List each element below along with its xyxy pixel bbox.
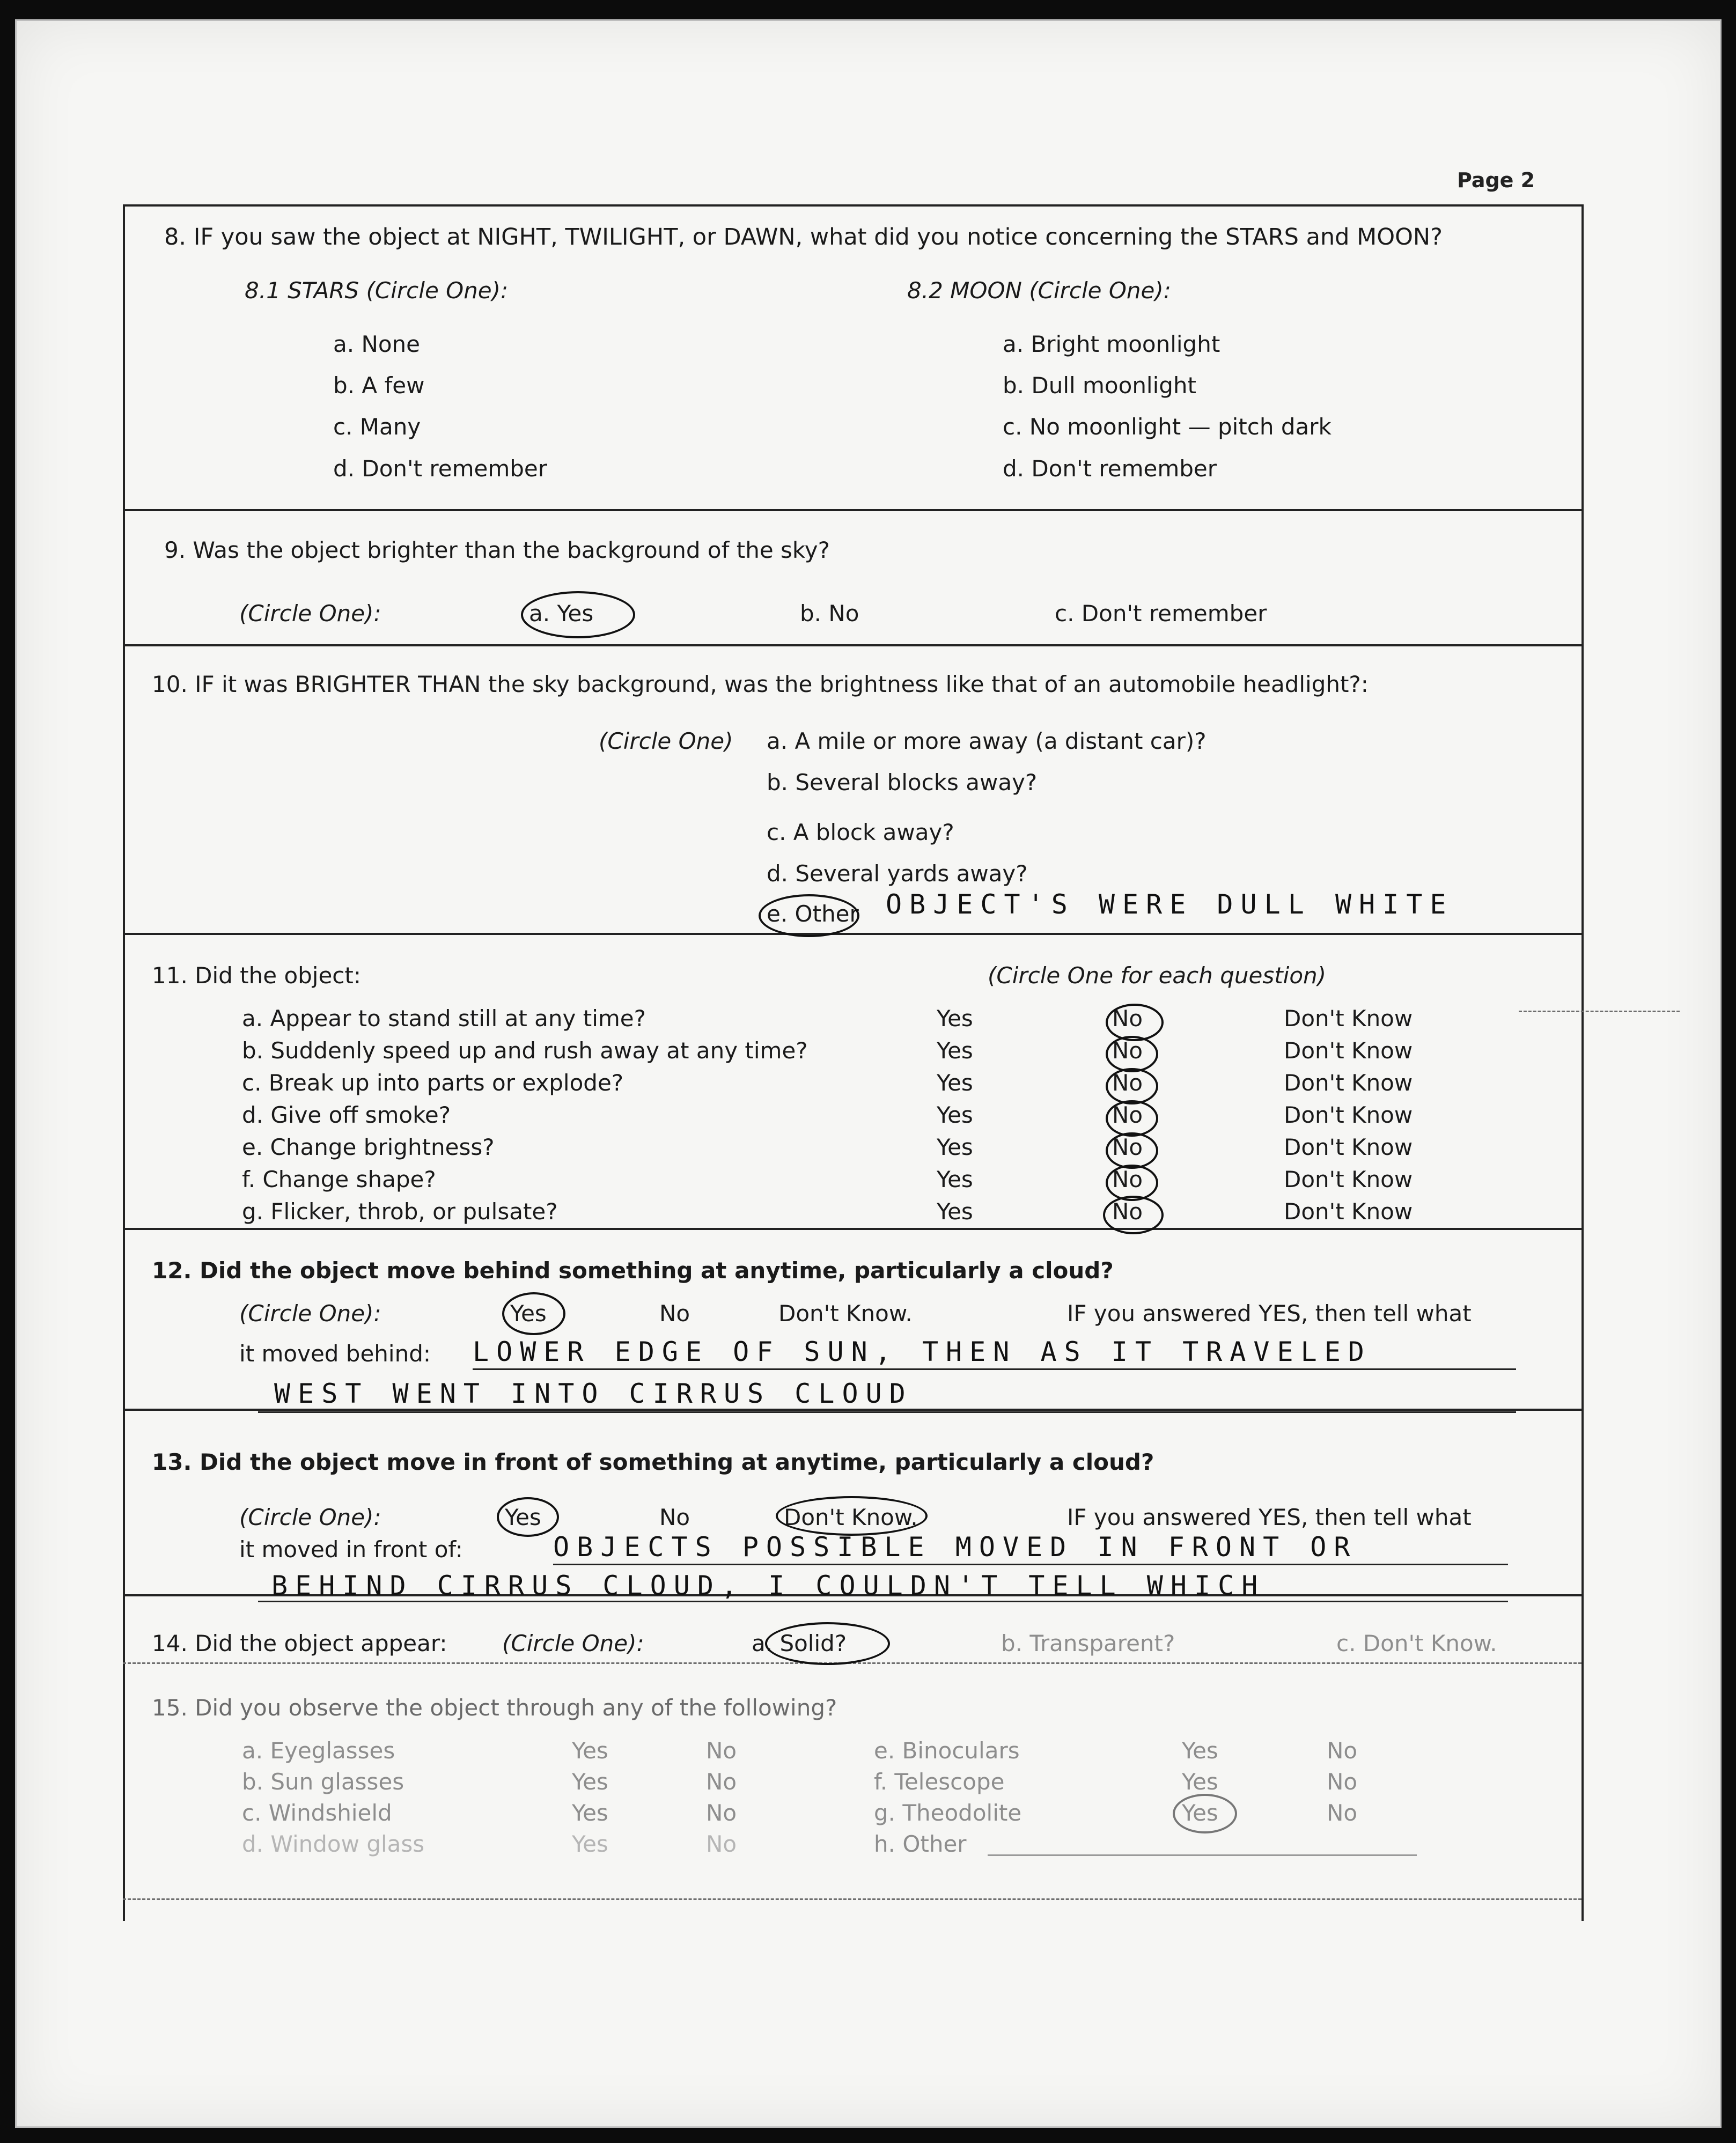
section-divider xyxy=(123,204,1581,207)
q12-answer-line1: LOWER EDGE OF SUN, THEN AS IT TRAVELED xyxy=(473,1336,1372,1367)
q11-question-b: b. Suddenly speed up and rush away at any time? xyxy=(242,1037,808,1064)
q12-option-dont-know: Don't Know. xyxy=(778,1300,913,1327)
q8-moon-option: d. Don't remember xyxy=(1003,455,1217,482)
q11-dont-know: Don't Know xyxy=(1284,1134,1413,1160)
q12-answer-line2: WEST WENT INTO CIRRUS CLOUD xyxy=(274,1378,913,1409)
q15-right-no: No xyxy=(1327,1769,1358,1795)
q9-option-no: b. No xyxy=(800,600,859,627)
q10-option-other: e. Other xyxy=(767,901,859,927)
q15-left-no: No xyxy=(706,1737,737,1764)
q14-option-solid: a. Solid? xyxy=(752,1630,847,1656)
q15-right-no: No xyxy=(1327,1800,1358,1826)
q11-dont-know: Don't Know xyxy=(1284,1198,1413,1225)
q8-moon-heading: 8.2 MOON (Circle One): xyxy=(907,277,1171,304)
q15-selected-note: g. Theodolite: Yes xyxy=(242,1866,247,1867)
q11-yes: Yes xyxy=(937,1134,973,1160)
q11-instruction: (Circle One for each question) xyxy=(988,962,1327,989)
q12-if-yes-instruction: IF you answered YES, then tell what xyxy=(1067,1300,1472,1327)
q8-stars-option: d. Don't remember xyxy=(333,455,547,482)
q14-question: 14. Did the object appear: xyxy=(152,1630,447,1656)
q15-right-no: No xyxy=(1327,1737,1358,1764)
q11-selection-circle xyxy=(1106,1132,1158,1169)
answer-underline xyxy=(258,1411,1516,1413)
q15-right-label: f. Telescope xyxy=(874,1769,1005,1795)
q15-right-yes: Yes xyxy=(1182,1737,1218,1764)
q11-question: 11. Did the object: xyxy=(152,962,362,989)
q9-option-dont-remember: c. Don't remember xyxy=(1055,600,1267,627)
q11-dont-know: Don't Know xyxy=(1284,1070,1413,1096)
q13-selection-circle xyxy=(776,1496,928,1536)
q14-selection-circle xyxy=(765,1622,890,1665)
q15-right-label: g. Theodolite xyxy=(874,1800,1022,1826)
q11-answer-b: No xyxy=(1112,1037,1143,1064)
q12-selection-circle xyxy=(502,1292,565,1335)
q11-question-c: c. Break up into parts or explode? xyxy=(242,1070,624,1096)
q11-dont-know: Don't Know xyxy=(1284,1037,1413,1064)
q8-stars-option: a. None xyxy=(333,331,421,357)
q11-selection-circle xyxy=(1103,1196,1164,1234)
q10-option: c. A block away? xyxy=(767,819,954,845)
q9-question: 9. Was the object brighter than the background of the sky? xyxy=(164,537,830,563)
q11-answer-e: No xyxy=(1112,1134,1143,1160)
q15-left-no: No xyxy=(706,1769,737,1795)
q9-selection-circle xyxy=(521,591,635,638)
q15-left-yes: Yes xyxy=(572,1737,608,1764)
q11-dont-know: Don't Know xyxy=(1284,1166,1413,1192)
q9-option-yes: a. Yes xyxy=(529,600,594,627)
q10-selection-circle xyxy=(759,894,859,937)
q14-option-transparent: b. Transparent? xyxy=(1001,1630,1175,1656)
q8-moon-option: a. Bright moonlight xyxy=(1003,331,1220,357)
q13-option-dont-know: Don't Know. xyxy=(784,1504,918,1530)
q11-answer-c: No xyxy=(1112,1070,1143,1096)
q15-question: 15. Did you observe the object through any of the following? xyxy=(152,1695,837,1721)
q11-yes: Yes xyxy=(937,1005,973,1032)
section-divider xyxy=(123,933,1581,935)
q11-yes: Yes xyxy=(937,1102,973,1128)
q14-option-dont-know: c. Don't Know. xyxy=(1336,1630,1497,1656)
q12-circle-label: (Circle One): xyxy=(239,1300,381,1327)
q11-question-e: e. Change brightness? xyxy=(242,1134,495,1160)
q15-left-label: c. Windshield xyxy=(242,1800,392,1826)
q8-question: 8. IF you saw the object at NIGHT, TWILIGHT, or DAWN, what did you notice concerning the STARS and MOON? xyxy=(164,224,1443,251)
q11-yes: Yes xyxy=(937,1166,973,1192)
q13-circle-label: (Circle One): xyxy=(239,1504,381,1530)
q8-stars-option: c. Many xyxy=(333,414,421,440)
other-underline xyxy=(988,1854,1417,1856)
q14-circle-label: (Circle One): xyxy=(502,1630,644,1656)
q11-yes: Yes xyxy=(937,1198,973,1225)
q15-left-yes: Yes xyxy=(572,1800,608,1826)
answer-underline xyxy=(473,1368,1516,1370)
q10-question: 10. IF it was BRIGHTER THAN the sky background, was the brightness like that of an automobile headlight?: xyxy=(152,671,1369,697)
q11-question-d: d. Give off smoke? xyxy=(242,1102,451,1128)
q15-right-label: e. Binoculars xyxy=(874,1737,1020,1764)
q11-selection-circle xyxy=(1106,1100,1158,1137)
q12-option-yes: Yes xyxy=(510,1300,547,1327)
q13-selection-circle xyxy=(497,1497,559,1537)
q8-stars-heading: 8.1 STARS (Circle One): xyxy=(245,277,509,304)
answer-underline xyxy=(553,1564,1508,1565)
page-number: Page 2 xyxy=(1457,168,1535,192)
q15-left-no: No xyxy=(706,1831,737,1857)
q11-yes: Yes xyxy=(937,1070,973,1096)
q13-question: 13. Did the object move in front of something at anytime, particularly a cloud? xyxy=(152,1449,1154,1475)
q11-selection-circle xyxy=(1106,1068,1158,1104)
form-page xyxy=(15,19,1722,2128)
q11-dont-know: Don't Know xyxy=(1284,1102,1413,1128)
q15-right-yes: Yes xyxy=(1182,1800,1218,1826)
dashed-rule xyxy=(1519,1011,1680,1012)
q11-yes: Yes xyxy=(937,1037,973,1064)
q13-if-yes-instruction: IF you answered YES, then tell what xyxy=(1067,1504,1472,1530)
q8-moon-option: c. No moonlight — pitch dark xyxy=(1003,414,1332,440)
q13-option-yes: Yes xyxy=(505,1504,541,1530)
section-divider xyxy=(123,509,1581,511)
q15-left-yes: Yes xyxy=(572,1831,608,1857)
q12-moved-behind-label: it moved behind: xyxy=(239,1341,431,1367)
q10-other-answer: OBJECT'S WERE DULL WHITE xyxy=(886,889,1454,920)
section-divider xyxy=(123,644,1581,646)
q11-question-g: g. Flicker, throb, or pulsate? xyxy=(242,1198,558,1225)
q9-circle-label: (Circle One): xyxy=(239,600,381,627)
q12-option-no: No xyxy=(659,1300,690,1327)
q10-option: d. Several yards away? xyxy=(767,860,1028,887)
q13-option-no: No xyxy=(659,1504,690,1530)
q11-selection-circle xyxy=(1106,1036,1158,1072)
q15-left-no: No xyxy=(706,1800,737,1826)
q11-answer-g: No xyxy=(1112,1198,1143,1225)
q15-left-label: a. Eyeglasses xyxy=(242,1737,395,1764)
q15-left-label: d. Window glass xyxy=(242,1831,425,1857)
q11-dont-know: Don't Know xyxy=(1284,1005,1413,1032)
q15-left-label: b. Sun glasses xyxy=(242,1769,404,1795)
section-divider xyxy=(123,1228,1581,1230)
q10-circle-label: (Circle One) xyxy=(599,728,733,754)
q11-answer-a: No xyxy=(1112,1005,1143,1032)
q15-left-yes: Yes xyxy=(572,1769,608,1795)
q11-answer-d: No xyxy=(1112,1102,1143,1128)
q11-question-f: f. Change shape? xyxy=(242,1166,436,1192)
q8-stars-option: b. A few xyxy=(333,372,425,399)
q15-selection-circle xyxy=(1173,1794,1237,1833)
section-divider xyxy=(123,1898,1581,1900)
q13-moved-in-front-label: it moved in front of: xyxy=(239,1536,463,1563)
q10-option: a. A mile or more away (a distant car)? xyxy=(767,728,1207,754)
q11-question-a: a. Appear to stand still at any time? xyxy=(242,1005,646,1032)
q13-answer-line2: BEHIND CIRRUS CLOUD, I COULDN'T TELL WHICH xyxy=(271,1570,1266,1601)
q13-answer-line1: OBJECTS POSSIBLE MOVED IN FRONT OR xyxy=(553,1531,1358,1563)
q11-answer-f: No xyxy=(1112,1166,1143,1192)
q12-question: 12. Did the object move behind something at anytime, particularly a cloud? xyxy=(152,1257,1114,1284)
answer-underline xyxy=(258,1601,1508,1602)
q15-right-label: h. Other xyxy=(874,1831,967,1857)
q15-right-yes: Yes xyxy=(1182,1769,1218,1795)
q10-option: b. Several blocks away? xyxy=(767,769,1038,796)
q8-moon-option: b. Dull moonlight xyxy=(1003,372,1197,399)
